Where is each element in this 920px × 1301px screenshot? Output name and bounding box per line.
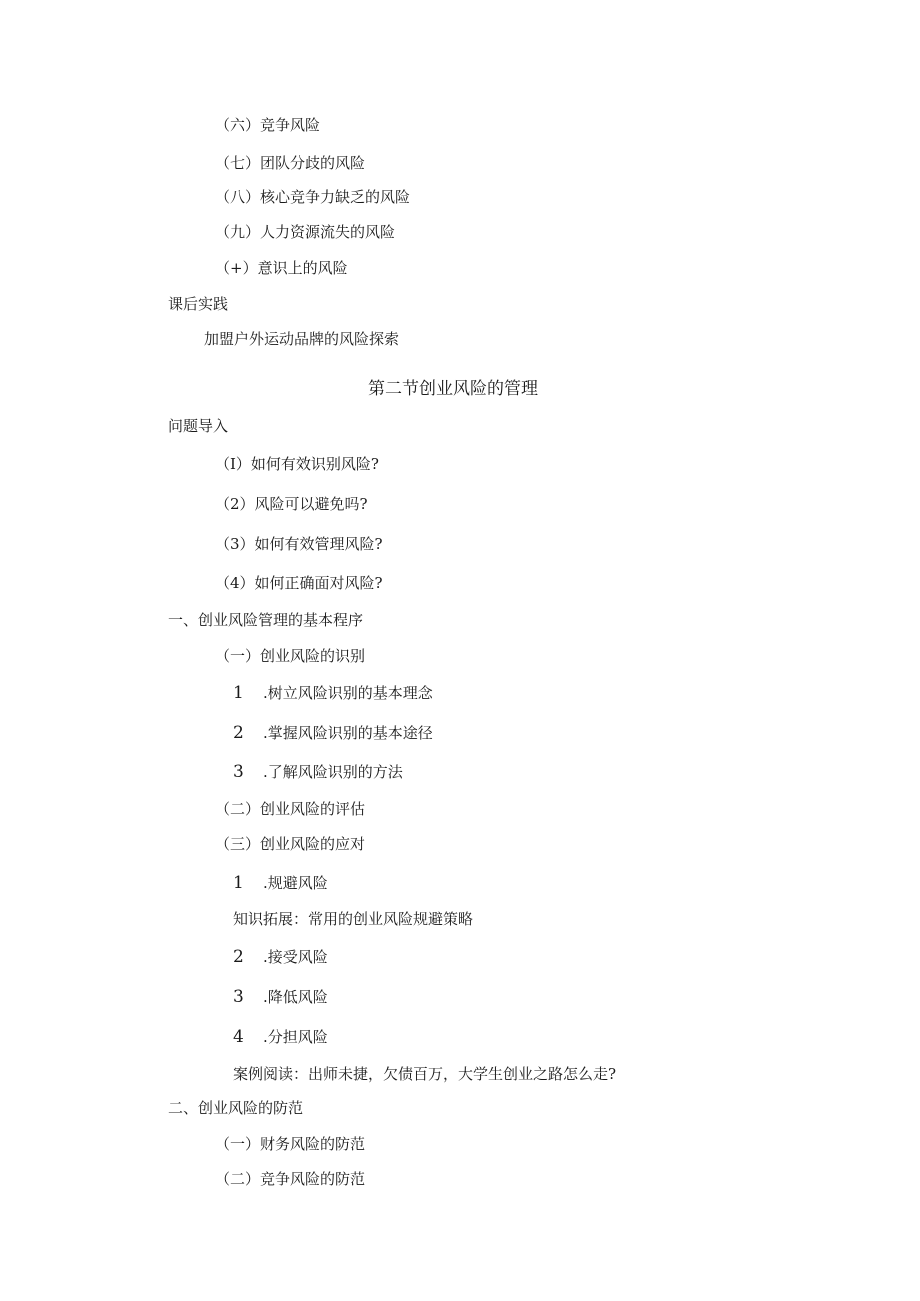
item-text: .降低风险	[263, 988, 328, 1006]
item-text: .了解风险识别的方法	[263, 763, 403, 781]
intro-title: 问题导入	[168, 417, 229, 435]
risk-item: （八）核心竞争力缺乏的风险	[215, 188, 411, 206]
part-title: 一、创业风险管理的基本程序	[168, 611, 364, 629]
subsection-title: （一）财务风险的防范	[215, 1135, 366, 1153]
risk-item: （九）人力资源流失的风险	[215, 223, 396, 241]
risk-item: （七）团队分歧的风险	[215, 154, 366, 172]
subsection-title: （三）创业风险的应对	[215, 835, 366, 853]
item-text: .接受风险	[263, 948, 328, 966]
risk-item: （六）竞争风险	[215, 116, 321, 134]
item-number: 2	[233, 947, 244, 967]
numbered-item	[233, 762, 403, 782]
question-item: （3）如何有效管理风险?	[215, 535, 383, 553]
case-reading: 案例阅读：出师未捷，欠债百万，大学生创业之路怎么走?	[233, 1065, 617, 1083]
item-number: 1	[233, 683, 244, 703]
subsection-title: （二）创业风险的评估	[215, 800, 366, 818]
question-item: （I）如何有效识别风险?	[215, 455, 379, 473]
question-item: （2）风险可以避免吗?	[215, 495, 368, 513]
numbered-item	[233, 987, 328, 1007]
question-item: （4）如何正确面对风险?	[215, 574, 383, 592]
numbered-item	[233, 723, 433, 743]
subsection-title: （二）竞争风险的防范	[215, 1170, 366, 1188]
item-number: 3	[233, 762, 244, 782]
after-class-title: 课后实践	[168, 295, 229, 313]
item-number: 4	[233, 1027, 244, 1047]
item-text: .分担风险	[263, 1028, 328, 1046]
risk-item: （+）意识上的风险	[215, 259, 348, 277]
section-title: 第二节创业风险的管理	[368, 379, 538, 399]
part-title: 二、创业风险的防范	[168, 1099, 304, 1117]
numbered-item	[233, 1027, 328, 1047]
item-text: .规避风险	[263, 874, 328, 892]
numbered-item	[233, 683, 433, 703]
numbered-item	[233, 873, 328, 893]
knowledge-extension: 知识拓展：常用的创业风险规避策略	[233, 910, 474, 928]
item-text: .树立风险识别的基本理念	[263, 684, 433, 702]
item-text: .掌握风险识别的基本途径	[263, 724, 433, 742]
after-class-item: 加盟户外运动品牌的风险探索	[204, 330, 400, 348]
item-number: 1	[233, 873, 244, 893]
item-number: 3	[233, 987, 244, 1007]
subsection-title: （一）创业风险的识别	[215, 647, 366, 665]
numbered-item	[233, 947, 328, 967]
item-number: 2	[233, 723, 244, 743]
